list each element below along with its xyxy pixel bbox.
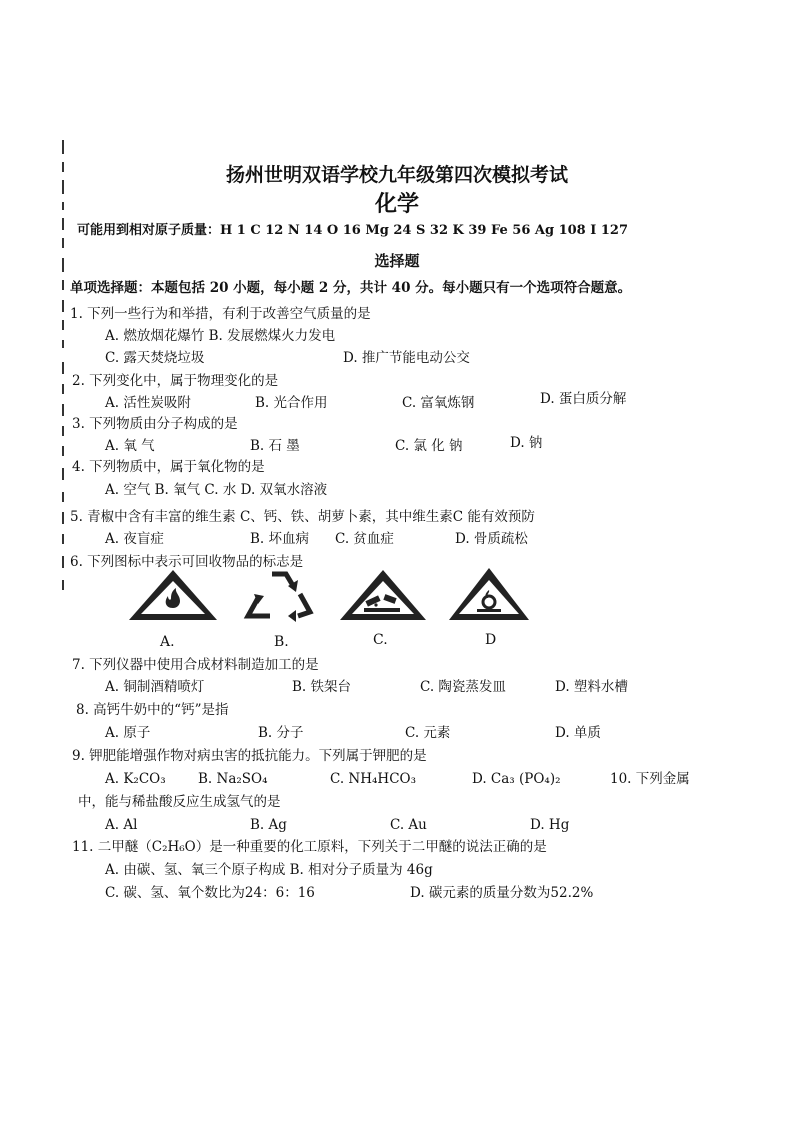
option-a: A. 燃放烟花爆竹 B. 发展燃煤火力发电	[105, 328, 336, 344]
flammable-warning-icon	[127, 568, 219, 622]
section-instructions: 单项选择题：本题包括 20 小题，每小题 2 分，共计 40 分。每小题只有一个选项符合题意。	[70, 280, 632, 296]
option-c: C. 陶瓷蒸发皿	[420, 679, 506, 695]
option-a: A. 氧 气	[105, 438, 155, 454]
question-stem: 4. 下列物质中，属于氧化物的是	[72, 459, 265, 475]
question-stem: 6. 下列图标中表示可回收物品的标志是	[70, 554, 304, 570]
question-stem: 中，能与稀盐酸反应生成氢气的是	[78, 794, 281, 810]
option-b: B. 光合作用	[255, 395, 328, 411]
option-d: D. 碳元素的质量分数为52.2%	[410, 885, 594, 901]
option-b: B. Ag	[250, 817, 287, 833]
option-b: B. 分子	[258, 725, 304, 741]
option-c: C. 元素	[405, 725, 451, 741]
option-d: D. Ca₃ (PO₄)₂	[472, 771, 561, 787]
question-stem: 3. 下列物质由分子构成的是	[72, 416, 238, 432]
option-b: B. 石 墨	[250, 438, 300, 454]
option-c: C.	[373, 632, 388, 648]
option-d: D. 单质	[555, 725, 601, 741]
option-c: C. 贫血症	[335, 531, 394, 547]
section-title: 选择题	[374, 252, 420, 270]
option-c: C. 碳、氢、氧个数比为24：6：16	[105, 885, 315, 901]
option-b: B.	[274, 634, 289, 650]
option-d: D. 推广节能电动公交	[343, 350, 470, 366]
option-a: A. 由碳、氢、氧三个原子构成 B. 相对分子质量为 46g	[105, 862, 433, 878]
option-a: A. 空气 B. 氧气 C. 水 D. 双氧水溶液	[105, 482, 328, 498]
option-a: A. Al	[105, 817, 138, 833]
subject-title: 化学	[374, 191, 419, 217]
question-stem: 5. 青椒中含有丰富的维生素 C、钙、铁、胡萝卜素，其中维生素C 能有效预防	[70, 509, 535, 525]
option-a: A. 铜制酒精喷灯	[105, 679, 205, 695]
option-d: D. 骨质疏松	[455, 531, 528, 547]
question-stem: 7. 下列仪器中使用合成材料制造加工的是	[72, 657, 319, 673]
option-a: A.	[160, 634, 175, 650]
recycle-icon	[240, 568, 318, 622]
question-stem: 2. 下列变化中，属于物理变化的是	[72, 373, 279, 389]
option-b: B. 铁架台	[292, 679, 352, 695]
option-a: A. 活性炭吸附	[105, 395, 191, 411]
option-c: C. 富氧炼钢	[402, 395, 475, 411]
question-10-start: 10. 下列金属	[610, 771, 690, 787]
atomic-masses: 可能用到相对原子质量：H 1 C 12 N 14 O 16 Mg 24 S 32 K 39 Fe 56 Ag 108 I 127	[77, 223, 628, 238]
question-stem: 9. 钾肥能增强作物对病虫害的抵抗能力。下列属于钾肥的是	[72, 748, 427, 764]
option-b: B. 坏血病	[250, 531, 310, 547]
option-d: D. 蛋白质分解	[540, 391, 627, 407]
option-c: C. 露天焚烧垃圾	[105, 350, 205, 366]
option-a: A. 夜盲症	[105, 531, 164, 547]
question-stem: 11. 二甲醚（C₂H₆O）是一种重要的化工原料，下列关于二甲醚的说法正确的是	[72, 839, 547, 855]
option-d: D. Hg	[530, 817, 570, 833]
question-stem: 1. 下列一些行为和举措，有利于改善空气质量的是	[70, 306, 371, 322]
corrosive-warning-icon	[338, 568, 428, 622]
option-d: D. 钠	[510, 435, 543, 451]
question-stem: 8. 高钙牛奶中的“钙”是指	[76, 702, 229, 718]
option-c: C. NH₄HCO₃	[330, 771, 417, 787]
option-c: C. 氯 化 钠	[395, 438, 463, 454]
option-a: A. 原子	[105, 725, 151, 741]
option-d: D	[485, 632, 497, 648]
exam-title: 扬州世明双语学校九年级第四次模拟考试	[225, 164, 568, 186]
option-c: C. Au	[390, 817, 427, 833]
option-b: B. Na₂SO₄	[198, 771, 268, 787]
option-d: D. 塑料水槽	[555, 679, 628, 695]
option-a: A. K₂CO₃	[105, 771, 166, 787]
oxidizer-warning-icon	[447, 566, 531, 622]
